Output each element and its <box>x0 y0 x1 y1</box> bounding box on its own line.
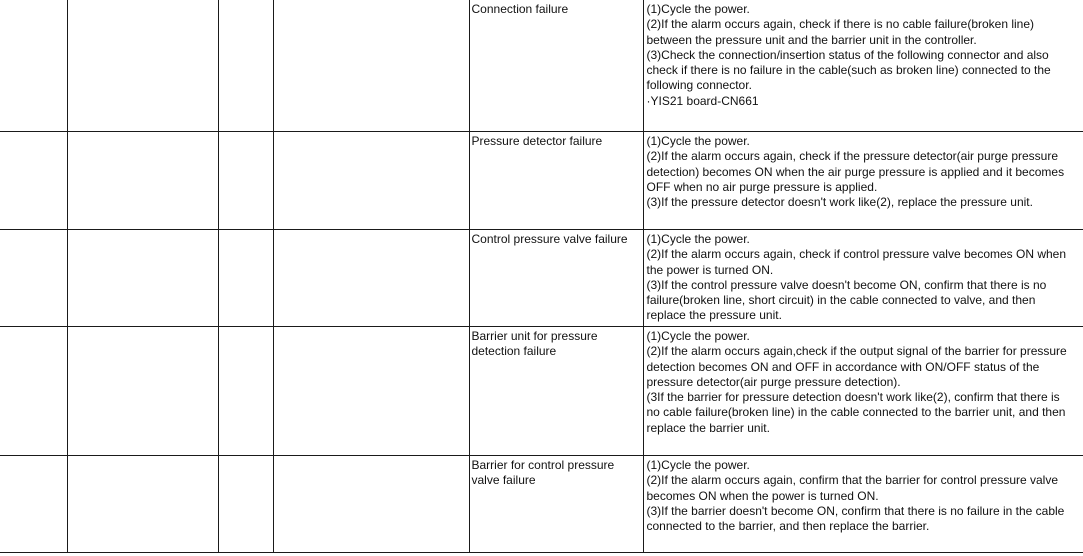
table-row <box>0 230 1083 327</box>
remedy-line: (2)If the alarm occurs again, check if the pressure detector(air purge pressure <box>646 149 1059 164</box>
remedy-line: (1)Cycle the power. <box>646 232 750 246</box>
remedy-line: (1)Cycle the power. <box>646 2 750 16</box>
cause-text: Connection failure <box>471 2 569 16</box>
remedy-line: (3)If the pressure detector doesn't work like(2), replace the pressure unit. <box>646 195 1033 210</box>
empty-cell <box>67 132 218 230</box>
cause-cell <box>469 0 643 132</box>
remedy-line: (3)If the control pressure valve doesn't become ON, confirm that there is no <box>646 277 1047 292</box>
empty-cell <box>0 0 67 132</box>
remedy-line: (1)Cycle the power. <box>646 458 750 472</box>
remedy-line: connected to the barrier, and then replace the barrier. <box>646 519 930 534</box>
remedy-line: (3)If the barrier doesn't become ON, confirm that there is no failure in the cable <box>646 503 1065 518</box>
table-row <box>0 132 1083 230</box>
empty-cell <box>273 456 469 553</box>
cause-cell <box>469 230 643 327</box>
cause-text: valve failure <box>471 473 536 488</box>
remedy-line: (2)If the alarm occurs again,check if the output signal of the barrier for pressure <box>646 344 1067 359</box>
cause-text: Control pressure valve failure <box>471 232 628 246</box>
remedy-line: (1)Cycle the power. <box>646 134 750 148</box>
remedy-line: (2)If the alarm occurs again, confirm that the barrier for control pressure valve <box>646 473 1059 488</box>
empty-cell <box>273 0 469 132</box>
remedy-line: (2)If the alarm occurs again, check if control pressure valve becomes ON when <box>646 247 1067 262</box>
empty-cell <box>273 230 469 327</box>
remedy-line: following connector. <box>646 78 752 93</box>
empty-cell <box>218 0 273 132</box>
table-row <box>0 0 1083 132</box>
remedy-line: (2)If the alarm occurs again, check if there is no cable failure(broken line) <box>646 17 1035 32</box>
remedy-line: ·YIS21 board-CN661 <box>646 93 759 108</box>
remedy-line: detection becomes ON and OFF in accordance with ON/OFF status of the <box>646 359 1040 374</box>
cause-text: detection failure <box>471 344 557 359</box>
empty-cell <box>218 230 273 327</box>
empty-cell <box>67 327 218 456</box>
remedy-line: check if there is no failure in the cable(such as broken line) connected to the <box>646 63 1051 78</box>
remedy-cell <box>643 132 1083 230</box>
empty-cell <box>67 456 218 553</box>
table-row <box>0 456 1083 553</box>
remedy-line: OFF when no air purge pressure is applied. <box>646 179 878 194</box>
empty-cell <box>273 327 469 456</box>
cause-text: Barrier for control pressure <box>471 458 615 472</box>
remedy-line: between the pressure unit and the barrier unit in the controller. <box>646 32 977 47</box>
empty-cell <box>67 230 218 327</box>
remedy-line: replace the pressure unit. <box>646 308 782 323</box>
remedy-line: (3)Check the connection/insertion status of the following connector and also <box>646 47 1049 62</box>
remedy-line: (3If the barrier for pressure detection doesn't work like(2), confirm that there is <box>646 390 1060 405</box>
empty-cell <box>0 327 67 456</box>
empty-cell <box>0 230 67 327</box>
remedy-cell <box>643 456 1083 553</box>
empty-cell <box>0 456 67 553</box>
remedy-cell <box>643 327 1083 456</box>
empty-cell <box>0 132 67 230</box>
remedy-line: failure(broken line, short circuit) in the cable connected to valve, and then <box>646 293 1036 308</box>
empty-cell <box>67 0 218 132</box>
cause-text: Barrier unit for pressure <box>471 329 598 343</box>
empty-cell <box>218 132 273 230</box>
remedy-line: the power is turned ON. <box>646 262 774 277</box>
remedy-line: detection) becomes ON when the air purge pressure is applied and it becomes <box>646 164 1065 179</box>
remedy-cell <box>643 230 1083 327</box>
cause-cell <box>469 327 643 456</box>
remedy-line: becomes ON when the power is turned ON. <box>646 488 879 503</box>
cause-text: Pressure detector failure <box>471 134 603 148</box>
cause-cell <box>469 132 643 230</box>
empty-cell <box>218 327 273 456</box>
empty-cell <box>218 456 273 553</box>
remedy-cell <box>643 0 1083 132</box>
empty-cell <box>273 132 469 230</box>
remedy-line: replace the barrier unit. <box>646 420 770 435</box>
remedy-line: (1)Cycle the power. <box>646 329 750 343</box>
cause-cell <box>469 456 643 553</box>
remedy-line: no cable failure(broken line) in the cable connected to the barrier unit, and then <box>646 405 1066 420</box>
remedy-line: pressure detector(air purge pressure detection). <box>646 374 901 389</box>
table-row <box>0 327 1083 456</box>
